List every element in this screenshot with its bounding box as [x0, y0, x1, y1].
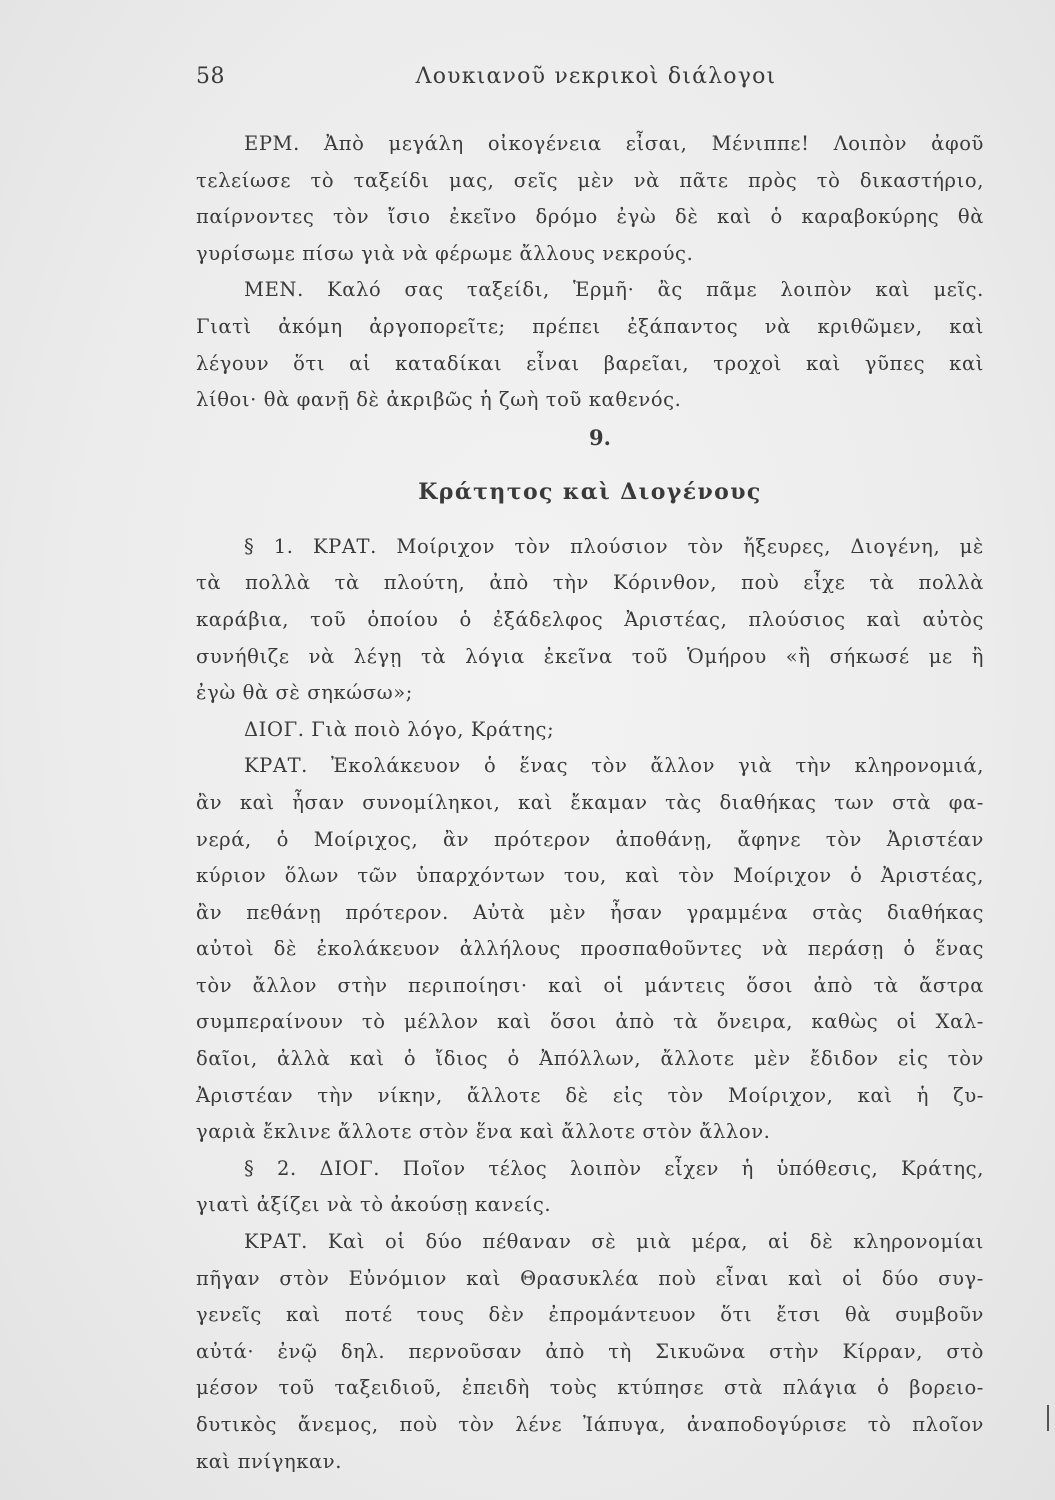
text-line: τὰ πολλὰ τὰ πλούτη, ἀπὸ τὴν Κόρινθον, ποὺ εἶχε τὰ πολλὰ	[196, 571, 984, 595]
dialogue-block-9	[196, 529, 984, 1480]
text-line: πῆγαν στὸν Εὐνόμιον καὶ Θρασυκλέα ποὺ εἶναι καὶ οἱ δύο συγ-	[196, 1266, 984, 1290]
text-line: ΚΡΑΤ. Ἐκολάκευον ὁ ἕνας τὸν ἄλλον γιὰ τὴν κληρονομιά,	[244, 754, 984, 778]
text-line: συμπεραίνουν τὸ μέλλον καὶ ὅσοι ἀπὸ τὰ ὄνειρα, καθὼς οἱ Χαλ-	[196, 1010, 984, 1034]
text-line: παίρνοντες τὸν ἴσιο ἐκεῖνο δρόμο ἐγὼ δὲ καὶ ὁ καραβοκύρης θὰ	[196, 205, 984, 229]
text-line: συνήθιζε νὰ λέγῃ τὰ λόγια ἐκεῖνα τοῦ Ὁμήρου «ἢ σήκωσέ με ἢ	[196, 644, 984, 668]
text-line: § 2. ΔΙΟΓ. Ποῖον τέλος λοιπὸν εἶχεν ἡ ὑπόθεσις, Κράτης,	[244, 1156, 984, 1180]
text-line: νερά, ὁ Μοίριχος, ἂν πρότερον ἀποθάνῃ, ἄφηνε τὸν Ἀριστέαν	[196, 827, 984, 851]
text-line: § 1. ΚΡΑΤ. Μοίριχον τὸν πλούσιον τὸν ἤξευρες, Διογένη, μὲ	[244, 534, 984, 558]
text-line: τελείωσε τὸ ταξείδι μας, σεῖς μὲν νὰ πᾶτε πρὸς τὸ δικαστήριο,	[196, 168, 984, 192]
text-line: τὸν ἄλλον στὴν περιποίησι· καὶ οἱ μάντεις ὅσοι ἀπὸ τὰ ἄστρα	[196, 973, 984, 997]
page-header	[196, 64, 984, 100]
text-line: γυρίσωμε πίσω γιὰ νὰ φέρωμε ἄλλους νεκρούς.	[196, 241, 694, 265]
text-line: ΚΡΑΤ. Καὶ οἱ δύο πέθαναν σὲ μιὰ μέρα, αἱ δὲ κληρονομίαι	[244, 1230, 984, 1254]
text-line: δυτικὸς ἄνεμος, ποὺ τὸν λένε Ἰάπυγα, ἀναποδογύρισε τὸ πλοῖον	[196, 1413, 984, 1436]
text-line: Γιατὶ ἀκόμη ἀργοπορεῖτε; πρέπει ἐξάπαντος νὰ κριθῶμεν, καὶ	[196, 314, 984, 338]
text-line: κύριον ὅλων τῶν ὑπαρχόντων του, καὶ τὸν Μοίριχον ὁ Ἀριστέας,	[196, 864, 984, 888]
dialogue-block-8-ending	[196, 126, 984, 419]
text-line: καὶ πνίγηκαν.	[196, 1449, 343, 1473]
page-body	[196, 126, 984, 1480]
text-line: μέσον τοῦ ταξειδιοῦ, ἐπειδὴ τοὺς κτύπησε στὰ πλάγια ὁ βορειο-	[196, 1376, 984, 1400]
margin-tick-mark	[1047, 1405, 1049, 1431]
text-line: λέγουν ὅτι αἱ καταδίκαι εἶναι βαρεῖαι, τροχοὶ καὶ γῦπες καὶ	[196, 351, 984, 375]
text-line: ἐγὼ θὰ σὲ σηκώσω»;	[196, 681, 413, 705]
text-line: καράβια, τοῦ ὁποίου ὁ ἐξάδελφος Ἀριστέας, πλούσιος καὶ αὐτὸς	[196, 607, 984, 631]
section-title: Κράτητος καὶ Διογένους	[418, 478, 762, 505]
running-title: Λουκιανοῦ νεκρικοὶ διάλογοι	[415, 64, 777, 89]
section-number: 9.	[589, 424, 611, 450]
text-line: αὐτά· ἐνῷ δηλ. περνοῦσαν ἀπὸ τὴ Σικυῶνα στὴν Κίρραν, στὸ	[196, 1339, 984, 1363]
text-line: ΜΕΝ. Καλό σας ταξείδι, Ἑρμῆ· ἂς πᾶμε λοιπὸν καὶ μεῖς.	[244, 278, 984, 302]
text-line: λίθοι· θὰ φανῇ δὲ ἀκριβῶς ἡ ζωὴ τοῦ καθενός.	[196, 388, 682, 412]
text-line: ἂν πεθάνῃ πρότερον. Αὐτὰ μὲν ἦσαν γραμμένα στὰς διαθήκας	[196, 900, 984, 924]
text-line: γαριὰ ἔκλινε ἄλλοτε στὸν ἕνα καὶ ἄλλοτε στὸν ἄλλον.	[196, 1120, 771, 1144]
text-line: γιατὶ ἀξίζει νὰ τὸ ἀκούσῃ κανείς.	[196, 1193, 552, 1217]
text-line: αὐτοὶ δὲ ἐκολάκευον ἀλλήλους προσπαθοῦντες νὰ περάσῃ ὁ ἕνας	[196, 937, 984, 961]
text-line: δαῖοι, ἀλλὰ καὶ ὁ ἴδιος ὁ Ἀπόλλων, ἄλλοτε μὲν ἔδιδον εἰς τὸν	[196, 1047, 984, 1071]
text-line: ΕΡΜ. Ἀπὸ μεγάλη οἰκογένεια εἶσαι, Μένιππε! Λοιπὸν ἀφοῦ	[244, 132, 984, 155]
text-line: ΔΙΟΓ. Γιὰ ποιὸ λόγο, Κράτης;	[244, 717, 555, 741]
text-line: ἂν καὶ ἦσαν συνομίληκοι, καὶ ἔκαμαν τὰς διαθήκας των στὰ φα-	[196, 790, 984, 814]
text-line: Ἀριστέαν τὴν νίκην, ἄλλοτε δὲ εἰς τὸν Μοίριχον, καὶ ἡ ζυ-	[196, 1083, 984, 1107]
text-line: γενεῖς καὶ ποτέ τους δὲν ἐπρομάντευον ὅτι ἔτσι θὰ συμβοῦν	[196, 1303, 984, 1327]
page-number: 58	[196, 64, 225, 89]
